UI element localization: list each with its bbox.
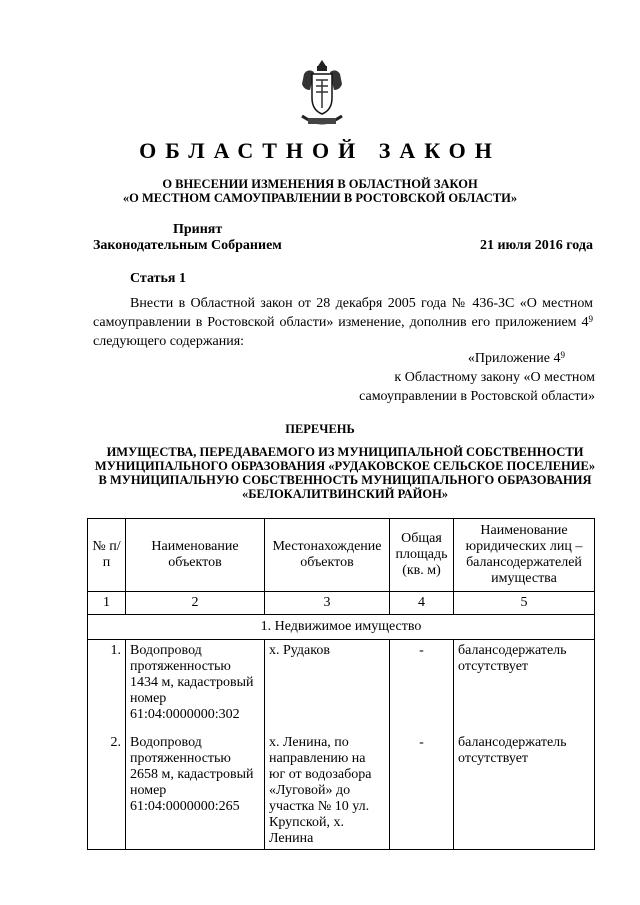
row-location: х. Ленина, по направлению на юг от водозабора «Луговой» до участка № 10 ул. Крупской, х. Ленина: [265, 733, 390, 850]
article-heading: Статья 1: [130, 271, 186, 286]
row-num: 1.: [88, 640, 126, 734]
col-num-4: 4: [390, 592, 454, 615]
row-num: 2.: [88, 733, 126, 850]
row-holder: балансодержатель отсутствует: [454, 733, 595, 850]
header-name: Наименование объектов: [126, 519, 265, 592]
row-name: Водопровод протяженностью 2658 м, кадастровый номер 61:04:0000000:265: [126, 733, 265, 850]
appendix-sup: 9: [560, 350, 565, 360]
article-text-main: Внести в Областной закон от 28 декабря 2005 года № 436-ЗС «О местном самоуправлении в Ростовской области» изменение, дополнив его приложением 4: [93, 296, 593, 330]
header-holder: Наименование юридических лиц – балансодержателей имущества: [454, 519, 595, 592]
col-num-1: 1: [88, 592, 126, 615]
list-subheading: ИМУЩЕСТВА, ПЕРЕДАВАЕМОГО ИЗ МУНИЦИПАЛЬНОЙ СОБСТВЕННОСТИ МУНИЦИПАЛЬНОГО ОБРАЗОВАНИЯ «РУДАКОВСКОЕ СЕЛЬСКОЕ ПОСЕЛЕНИЕ» В МУНИЦИПАЛЬНУЮ СОБСТВЕННОСТЬ МУНИЦИПАЛЬНОГО ОБРАЗОВАНИЯ «БЕЛОКАЛИТВИНСКИЙ РАЙОН»: [94, 445, 596, 501]
list-heading: ПЕРЕЧЕНЬ: [285, 422, 355, 436]
table-header-row: [88, 519, 595, 592]
subtitle-line-2: «О МЕСТНОМ САМОУПРАВЛЕНИИ В РОСТОВСКОЙ ОБЛАСТИ»: [122, 191, 518, 205]
row-area: -: [390, 733, 454, 850]
col-num-2: 2: [126, 592, 265, 615]
property-table: [87, 518, 595, 850]
row-name: Водопровод протяженностью 1434 м, кадастровый номер 61:04:0000000:302: [126, 640, 265, 734]
law-title: ОБЛАСТНОЙ ЗАКОН: [139, 138, 501, 163]
row-location: х. Рудаков: [265, 640, 390, 734]
header-num: № п/п: [88, 519, 126, 592]
adopting-body: Законодательным Собранием: [93, 238, 282, 253]
adopted-label: Принят: [173, 222, 223, 237]
col-num-3: 3: [265, 592, 390, 615]
section-title: 1. Недвижимое имущество: [88, 615, 595, 640]
header-area: Общая площадь (кв. м): [390, 519, 454, 592]
appendix-line-3: самоуправлении в Ростовской области»: [359, 389, 595, 404]
row-holder: балансодержатель отсутствует: [454, 640, 595, 734]
table-row: [88, 733, 595, 850]
row-area: -: [390, 640, 454, 734]
law-subtitle: [0, 177, 640, 205]
col-num-5: 5: [454, 592, 595, 615]
adoption-block: [93, 222, 282, 254]
section-row: [88, 615, 595, 640]
article-text: [93, 294, 593, 351]
column-number-row: [88, 592, 595, 615]
header-location: Местонахождение объектов: [265, 519, 390, 592]
subtitle-line-1: О ВНЕСЕНИИ ИЗМЕНЕНИЯ В ОБЛАСТНОЙ ЗАКОН: [162, 177, 478, 191]
article-text-tail: следующего содержания:: [93, 334, 245, 349]
table-row: [88, 640, 595, 734]
appendix-reference: [0, 349, 595, 406]
coat-of-arms-icon: [298, 58, 346, 128]
article-sup: 9: [588, 314, 593, 324]
adoption-date: 21 июля 2016 года: [479, 238, 593, 253]
appendix-head: «Приложение 4: [467, 351, 561, 366]
appendix-line-2: к Областному закону «О местном: [394, 370, 595, 385]
